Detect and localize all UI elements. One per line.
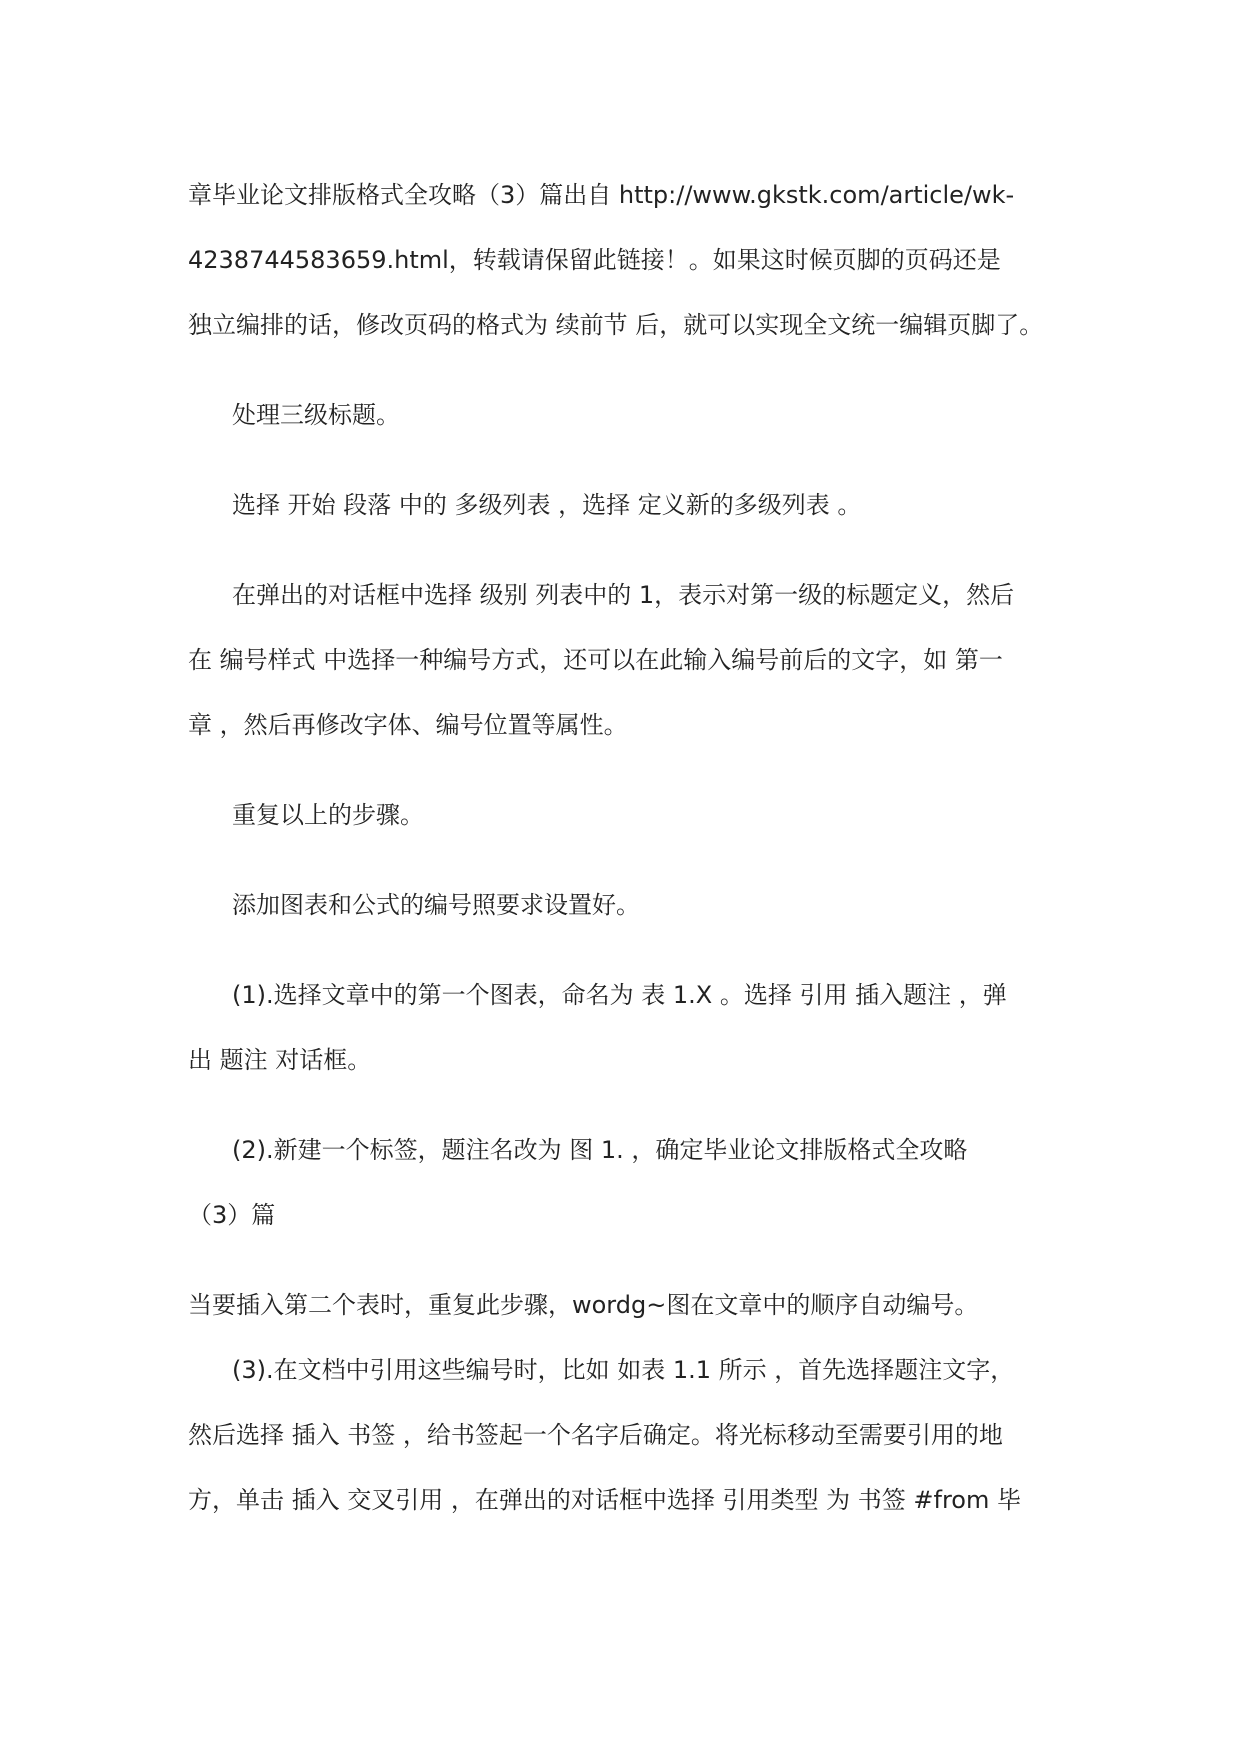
text-line: 4238744583659.html，转载请保留此链接！。如果这时候页脚的页码还是 [188, 246, 1001, 274]
text-line: 在 编号样式 中选择一种编号方式，还可以在此输入编号前后的文字，如 第一 [188, 646, 1003, 674]
text-line: 当要插入第二个表时，重复此步骤，wordg~图在文章中的顺序自动编号。 [188, 1291, 979, 1319]
text-line: (2).新建一个标签，题注名改为 图 1. ，确定毕业论文排版格式全攻略 [232, 1136, 968, 1164]
text-line: 添加图表和公式的编号照要求设置好。 [232, 891, 640, 919]
text-line: 在弹出的对话框中选择 级别 列表中的 1，表示对第一级的标题定义，然后 [232, 581, 1015, 609]
text-line: 出 题注 对话框。 [188, 1046, 372, 1074]
text-line: 独立编排的话，修改页码的格式为 续前节 后，就可以实现全文统一编辑页脚了。 [188, 311, 1044, 339]
text-line: 章 ，然后再修改字体、编号位置等属性。 [188, 711, 628, 739]
text-line: 方，单击 插入 交叉引用 ，在弹出的对话框中选择 引用类型 为 书签 #from 毕 [188, 1486, 1021, 1514]
text-line: （3）篇 [188, 1201, 276, 1229]
text-line: 选择 开始 段落 中的 多级列表 ，选择 定义新的多级列表 。 [232, 491, 862, 519]
text-line: 处理三级标题。 [232, 401, 400, 429]
text-line: 章毕业论文排版格式全攻略（3）篇出自 http://www.gkstk.com/article/wk- [188, 181, 1015, 209]
text-line: (3).在文档中引用这些编号时，比如 如表 1.1 所示 ，首先选择题注文字， [232, 1356, 1015, 1384]
text-line: (1).选择文章中的第一个图表，命名为 表 1.X 。选择 引用 插入题注 ，弹 [232, 981, 1007, 1009]
text-line: 重复以上的步骤。 [232, 801, 424, 829]
text-line: 然后选择 插入 书签 ，给书签起一个名字后确定。将光标移动至需要引用的地 [188, 1421, 1003, 1449]
